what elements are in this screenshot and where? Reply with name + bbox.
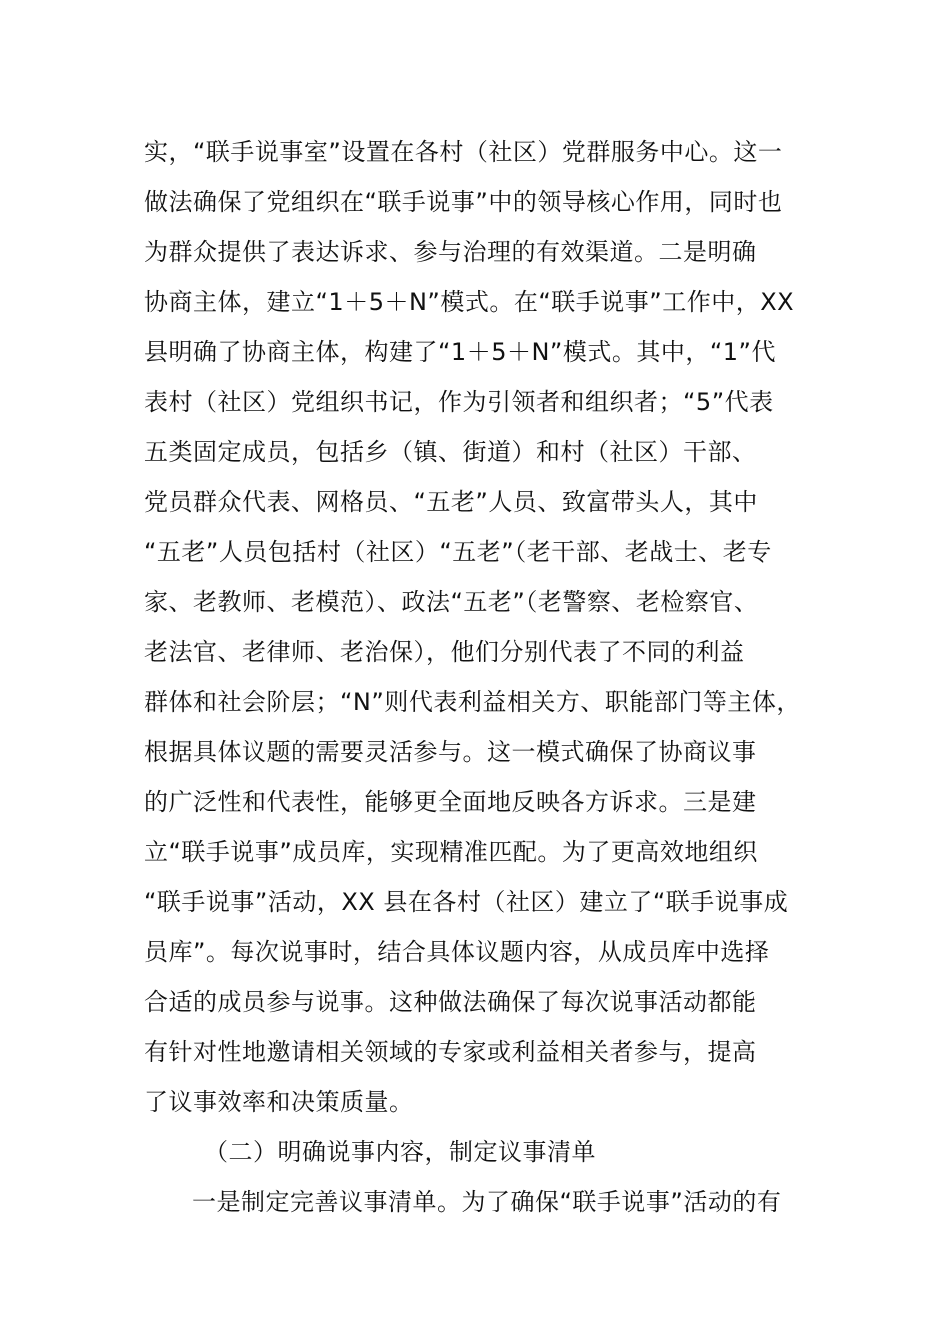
paragraph-line: 县明确了协商主体，构建了“1＋5＋N”模式。其中，“1”代	[144, 338, 776, 366]
paragraph-line: “联手说事”活动，XX 县在各村（社区）建立了“联手说事成	[144, 888, 789, 916]
paragraph-line: 党员群众代表、网格员、“五老”人员、致富带头人，其中	[144, 488, 758, 516]
paragraph-line: “五老”人员包括村（社区）“五老”（老干部、老战士、老专	[144, 538, 772, 566]
paragraph-line: 老法官、老律师、老治保），他们分别代表了不同的利益	[144, 638, 745, 666]
paragraph-line: 员库”。每次说事时，结合具体议题内容，从成员库中选择	[144, 938, 770, 966]
paragraph-line: 有针对性地邀请相关领域的专家或利益相关者参与，提高	[144, 1038, 757, 1066]
paragraph-line: 为群众提供了表达诉求、参与治理的有效渠道。二是明确	[144, 238, 757, 266]
paragraph-line: 实，“联手说事室”设置在各村（社区）党群服务中心。这一	[144, 138, 783, 166]
paragraph-line: 立“联手说事”成员库，实现精准匹配。为了更高效地组织	[144, 838, 758, 866]
paragraph-line: 了议事效率和决策质量。	[144, 1088, 414, 1116]
paragraph-line: 根据具体议题的需要灵活参与。这一模式确保了协商议事	[144, 738, 757, 766]
paragraph-line: 做法确保了党组织在“联手说事”中的领导核心作用，同时也	[144, 188, 783, 216]
paragraph-line: 合适的成员参与说事。这种做法确保了每次说事活动都能	[144, 988, 757, 1016]
paragraph-line: 的广泛性和代表性，能够更全面地反映各方诉求。三是建	[144, 788, 757, 816]
document-body	[144, 127, 824, 1227]
paragraph-line: 五类固定成员，包括乡（镇、街道）和村（社区）干部、	[144, 438, 757, 466]
paragraph-line: 表村（社区）党组织书记，作为引领者和组织者；“5”代表	[144, 388, 774, 416]
paragraph-line: 群体和社会阶层；“N”则代表利益相关方、职能部门等主体，	[144, 688, 801, 716]
paragraph-line: 一是制定完善议事清单。为了确保“联手说事”活动的有	[192, 1188, 782, 1216]
section-heading: （二）明确说事内容，制定议事清单	[204, 1138, 596, 1166]
paragraph-line: 协商主体，建立“1＋5＋N”模式。在“联手说事”工作中，XX	[144, 288, 795, 316]
paragraph-line: 家、老教师、老模范）、政法“五老”（老警察、老检察官、	[144, 588, 759, 616]
